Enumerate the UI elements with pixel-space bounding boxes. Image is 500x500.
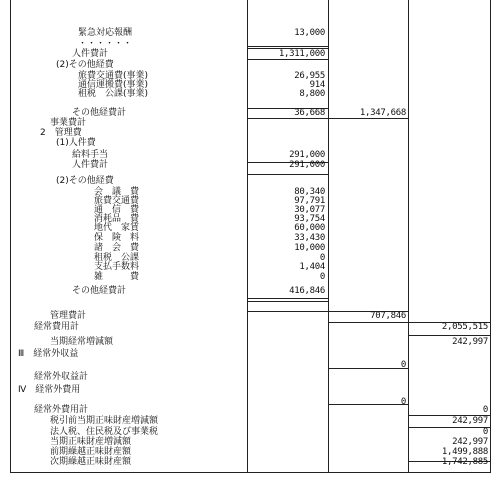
statement-row (0, 272, 500, 282)
row-label: 通信運搬費(事業) (78, 80, 149, 90)
row-label: 通 信 費 (94, 205, 140, 215)
statement-row (0, 447, 500, 457)
amount-c2: 1,347,668 (359, 108, 406, 118)
row-label: 次期繰越正味財産額 (50, 457, 132, 467)
statement-row (0, 337, 500, 347)
statement-row (0, 160, 500, 170)
table-bottom-rule (10, 472, 491, 473)
row-label: 租税 公課(事業) (78, 89, 149, 99)
row-label: 消耗品 費 (94, 214, 140, 224)
statement-row (0, 372, 500, 382)
amount-c1: 1,404 (299, 262, 325, 272)
row-label: ・・・・・・ (78, 39, 133, 49)
statement-row (0, 262, 500, 272)
row-label: 旅費交通費(事業) (78, 71, 149, 81)
statement-row (0, 39, 500, 49)
amount-c1: 0 (319, 272, 325, 282)
row-label: 緊急対応報酬 (78, 28, 133, 38)
row-label: 地代 家賃 (94, 223, 140, 233)
amount-c1: 60,000 (294, 223, 325, 233)
statement-row (0, 138, 500, 148)
row-label: 経常外収益計 (34, 372, 89, 382)
amount-c1: 80,340 (294, 187, 325, 197)
statement-row (0, 49, 500, 59)
amount-c3: 0 (482, 405, 488, 415)
statement-row (0, 311, 500, 321)
amount-c1: 93,754 (294, 214, 325, 224)
amount-c2: 0 (400, 397, 406, 407)
amount-c1: 26,955 (294, 71, 325, 81)
statement-row (0, 223, 500, 233)
statement-row (0, 233, 500, 243)
amount-c1: 13,000 (294, 28, 325, 38)
row-label: その他経費計 (72, 286, 127, 296)
row-label: 旅費交通費 (94, 196, 140, 206)
amount-c1: 36,668 (294, 108, 325, 118)
row-label: 人件費計 (72, 49, 109, 59)
subtotal-rule (247, 174, 328, 175)
amount-c1: 33,430 (294, 233, 325, 243)
amount-c1: 291,000 (289, 150, 325, 160)
statement-row (0, 28, 500, 38)
row-label: 支払手数料 (94, 262, 140, 272)
amount-c2: 0 (400, 360, 406, 370)
row-label: (2)その他経費 (56, 176, 114, 186)
row-label: 会 議 費 (94, 187, 140, 197)
statement-row (0, 150, 500, 160)
statement-row (0, 118, 500, 128)
row-label: 当期経常増減額 (50, 337, 114, 347)
subtotal-rule (408, 335, 490, 336)
amount-c1: 0 (319, 253, 325, 263)
amount-c3: 2,055,515 (441, 322, 488, 332)
row-label: 管理費計 (50, 311, 87, 321)
statement-row (0, 286, 500, 296)
amount-c3: 242,997 (452, 416, 488, 426)
row-label: 前期繰越正味財産額 (50, 447, 132, 457)
amount-c1: 416,846 (289, 286, 325, 296)
statement-row (0, 60, 500, 70)
row-label: Ⅳ 経常外費用 (18, 385, 81, 395)
row-label: 税引前当期正味財産増減額 (50, 416, 159, 426)
statement-row (0, 416, 500, 426)
subtotal-rule (247, 301, 328, 302)
amount-c1: 8,800 (299, 89, 325, 99)
statement-row (0, 457, 500, 467)
amount-c1: 291,000 (289, 160, 325, 170)
statement-row (0, 349, 500, 359)
row-label: 事業費計 (50, 118, 87, 128)
subtotal-rule (247, 298, 328, 299)
amount-c3: 1,742,885 (441, 457, 488, 467)
amount-c3: 1,499,888 (441, 447, 488, 457)
row-label: 当期正味財産増減額 (50, 437, 132, 447)
row-label: 雑 費 (94, 272, 140, 282)
statement-row (0, 427, 500, 437)
statement-row (0, 108, 500, 118)
row-label: 2 管理費 (40, 128, 82, 138)
amount-c1: 97,791 (294, 196, 325, 206)
amount-c1: 30,077 (294, 205, 325, 215)
row-label: 法人税、住民税及び事業税 (50, 427, 159, 437)
row-label: Ⅲ 経常外収益 (18, 349, 79, 359)
statement-row (0, 176, 500, 186)
statement-row (0, 437, 500, 447)
amount-c3: 242,997 (452, 437, 488, 447)
amount-c3: 242,997 (452, 337, 488, 347)
amount-c1: 914 (309, 80, 325, 90)
statement-row (0, 89, 500, 99)
row-label: (2)その他経費 (56, 60, 114, 70)
statement-row (0, 405, 500, 415)
amount-c1: 1,311,000 (278, 49, 325, 59)
row-label: 諸 会 費 (94, 243, 140, 253)
row-label: その他経費計 (72, 108, 127, 118)
amount-c1: 10,000 (294, 243, 325, 253)
statement-row (0, 385, 500, 395)
amount-c2: 707,846 (370, 311, 406, 321)
statement-row (0, 128, 500, 138)
statement-row (0, 360, 500, 370)
statement-row (0, 243, 500, 253)
row-label: 人件費計 (72, 160, 109, 170)
row-label: 保 険 料 (94, 233, 140, 243)
row-label: 経常外費用計 (34, 405, 89, 415)
row-label: 経常費用計 (34, 322, 80, 332)
row-label: 給料手当 (72, 150, 109, 160)
row-label: 租税 公課 (94, 253, 140, 263)
statement-row (0, 322, 500, 332)
row-label: (1)人件費 (56, 138, 96, 148)
amount-c3: 0 (482, 427, 488, 437)
